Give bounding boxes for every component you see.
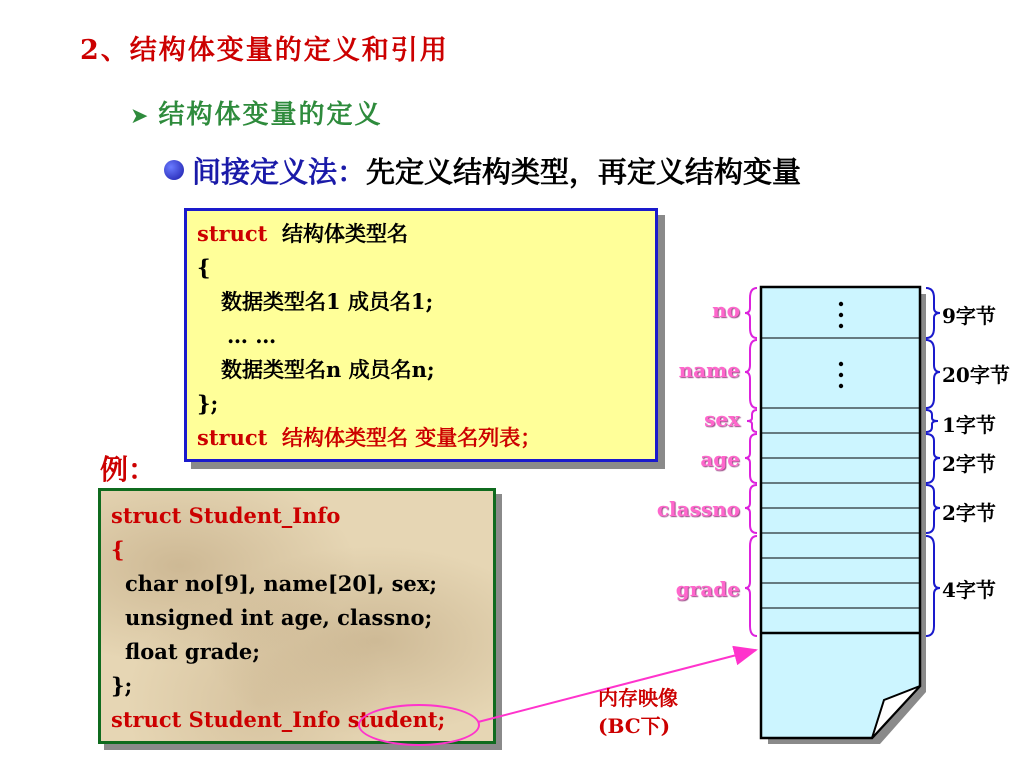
bullet-text: 先定义结构类型，再定义结构变量 — [366, 155, 802, 189]
right-braces — [926, 288, 940, 636]
syntax-member-n: 数据类型名n 成员名n; — [221, 357, 435, 382]
field-label-classno: classno — [656, 497, 740, 521]
syntax-keyword: struct — [197, 221, 268, 246]
memory-block — [761, 287, 920, 738]
example-line-3: char no[9], name[20], sex; — [125, 571, 438, 596]
size-label-name: 20字节 — [942, 363, 1010, 387]
bullet-label: 间接定义法： — [192, 155, 367, 189]
memory-caption-line-1: 内存映像 — [598, 686, 678, 710]
syntax-type-name: 结构体类型名 — [281, 221, 408, 246]
example-line-5: float grade; — [125, 639, 261, 664]
field-label-name: name — [678, 358, 740, 382]
size-label-grade: 4字节 — [942, 578, 996, 602]
example-line-6: }; — [111, 673, 133, 698]
size-label-sex: 1字节 — [942, 413, 996, 437]
size-label-classno: 2字节 — [942, 501, 996, 525]
field-label-grade: grade — [675, 577, 740, 601]
memory-caption — [598, 684, 678, 740]
size-label-no: 9字节 — [942, 304, 996, 328]
syntax-var-decl: 结构体类型名 变量名列表； — [281, 425, 542, 450]
example-line-2: { — [111, 537, 125, 562]
example-label: 例： — [100, 453, 157, 486]
slide-title: 2、结构体变量的定义和引用 — [80, 35, 449, 66]
example-line-4: unsigned int age, classno; — [125, 605, 433, 630]
field-label-no: no — [712, 298, 740, 322]
arrow-bullet-icon: ➤ — [130, 104, 151, 129]
example-line-7: struct Student_Info student; — [111, 707, 446, 732]
syntax-ellipsis: … … — [227, 323, 277, 348]
syntax-member-1: 数据类型名1 成员名1; — [221, 289, 434, 314]
syntax-open-brace: { — [197, 255, 211, 280]
size-label-age: 2字节 — [942, 452, 996, 476]
field-label-age: age — [700, 447, 740, 471]
subtitle-text: 结构体变量的定义 — [158, 100, 383, 130]
syntax-var-keyword: struct — [197, 425, 268, 450]
example-line-1: struct Student_Info — [111, 503, 341, 528]
syntax-close-brace: }; — [197, 391, 219, 416]
field-label-sex: sex — [704, 407, 740, 431]
memory-caption-line-2: (BC下) — [598, 714, 671, 738]
left-braces — [745, 288, 757, 636]
